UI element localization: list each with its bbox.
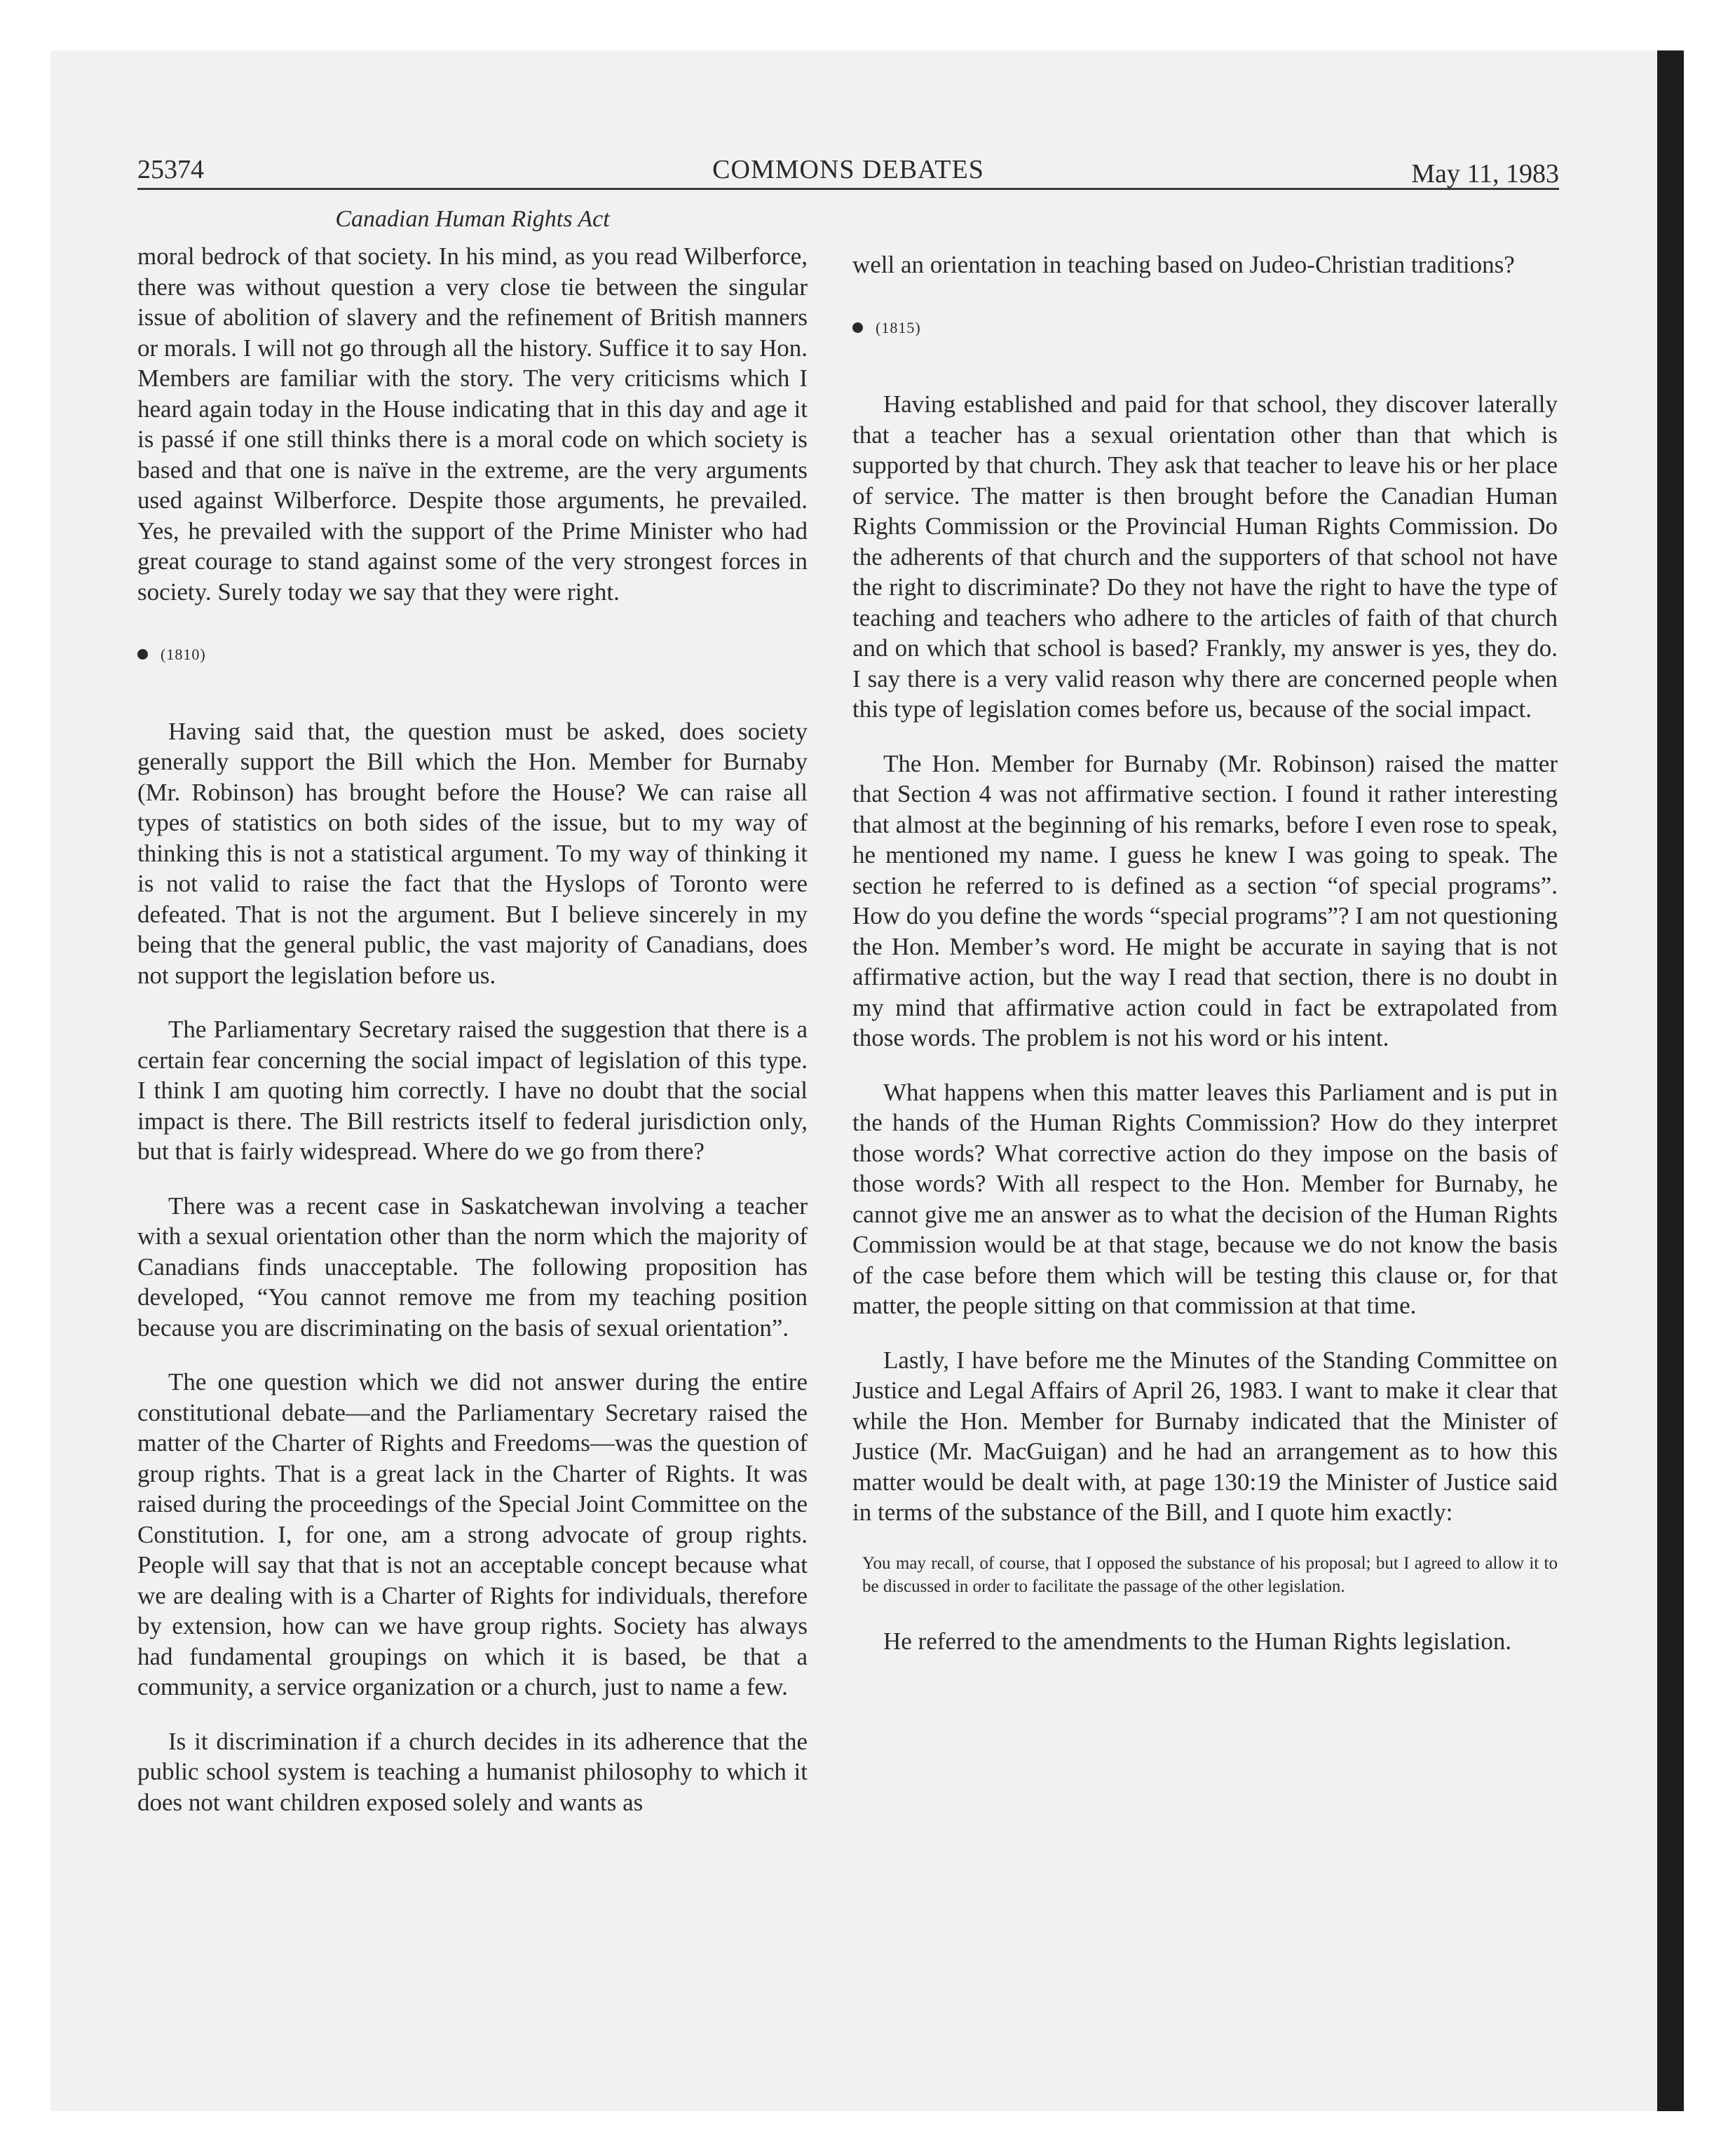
paragraph: Having said that, the question must be asked, does society generally support the Bill which the Hon. Member for Burnaby (Mr. Robinson) has brought before the House? We can raise all types of statistics on both sides of the issue, but to my way of thinking this is not a statistical argument. To my way of thinking it is not valid to raise the fact that the Hyslops of Toronto were defeated. That is not the argument. But I believe sincerely in my being that the general public, the vast majority of Canadians, does not support the legislation before us.: [137, 717, 808, 989]
time-marker: [137, 639, 808, 670]
time-marker-label: (1810): [161, 646, 206, 663]
paragraph: well an orientation in teaching based on Judeo-Christian traditions?: [852, 251, 1515, 278]
paragraph: moral bedrock of that society. In his mind, as you read Wilberforce, there was without question a very close tie between the singular issue of abolition of slavery and the refinement of British manners or morals. I will not go through all the history. Suffice it to say Hon. Members are familiar with the story. The very criticisms which I heard again today in the House indicating that in this day and age it is passé if one still thinks there is a moral code on which society is based and that one is naïve in the extreme, are the very arguments used against Wilberforce. Despite those arguments, he prevailed. Yes, he prevailed with the support of the Prime Minister who had great courage to stand against some of the very strongest forces in society. Surely today we say that they were right.: [137, 243, 808, 606]
paragraph: He referred to the amendments to the Human Rights legislation.: [883, 1627, 1512, 1655]
time-marker: [852, 313, 1558, 343]
bullet-icon: [137, 649, 148, 660]
section-subtitle: Canadian Human Rights Act: [335, 206, 610, 232]
paragraph: There was a recent case in Saskatchewan involving a teacher with a sexual orientation other than the norm which the majority of Canadians finds unacceptable. The following proposition has developed, “You cannot remove me from my teaching position because you are discriminating on the basis of sexual orientation”.: [137, 1192, 808, 1342]
left-column: [137, 241, 808, 1841]
paragraph: Is it discrimination if a church decides in its adherence that the public school system is teaching a humanist philosophy to which it does not want children exposed solely and wants as: [137, 1727, 808, 1816]
paragraph: What happens when this matter leaves this Parliament and is put in the hands of the Human Rights Commission? How do they interpret those words? What corrective action do they impose on the basis of those words? With all respect to the Hon. Member for Burnaby, he cannot give me an answer as to what the decision of the Human Rights Commission would be at that stage, because we do not know the basis of the case before them which will be testing this clause or, for that matter, the people sitting on that commission at that time.: [852, 1078, 1558, 1319]
paragraph: The Parliamentary Secretary raised the suggestion that there is a certain fear concerning the social impact of legislation of this type. I think I am quoting him correctly. I have no doubt that the social impact is there. The Bill restricts itself to federal jurisdiction only, but that is fairly widespread. Where do we go from there?: [137, 1016, 808, 1165]
publication-title: COMMONS DEBATES: [712, 155, 984, 184]
block-quote: You may recall, of course, that I opposed the substance of his proposal; but I agreed to allow it to be discussed in order to facilitate the passage of the other legislation.: [862, 1553, 1558, 1596]
header-rule: [137, 188, 1559, 190]
paragraph: Having established and paid for that school, they discover laterally that a teacher has a sexual orientation other than that which is supported by that church. They ask that teacher to leave his or her place of service. The matter is then brought before the Canadian Human Rights Commission or the Provincial Human Rights Commission. Do the adherents of that church and the supporters of that school not have the right to discriminate? Do they not have the right to have the type of teaching and teachers who adhere to the articles of faith of that church and on which that school is based? Frankly, my answer is yes, they do. I say there is a very valid reason why there are concerned people when this type of legislation comes before us, because of the social impact.: [852, 390, 1558, 723]
page-header: [137, 149, 1559, 191]
bullet-icon: [852, 322, 863, 333]
right-column: [852, 250, 1558, 1680]
paragraph: The Hon. Member for Burnaby (Mr. Robinson) raised the matter that Section 4 was not affirmative section. I found it rather interesting that almost at the beginning of his remarks, before I even rose to speak, he mentioned my name. I guess he knew I was going to speak. The section he referred to is defined as a section “of special programs”. How do you define the words “special programs”? I am not questioning the Hon. Member’s word. He might be accurate in saying that is not affirmative action, but the way I read that section, there is no doubt in my mind that affirmative action could in fact be extrapolated from those words. The problem is not his word or his intent.: [852, 749, 1558, 1051]
page-date: May 11, 1983: [1411, 159, 1559, 189]
paragraph: The one question which we did not answer during the entire constitutional debate—and the Parliamentary Secretary raised the matter of the Charter of Rights and Freedoms—was the question of group rights. That is a great lack in the Charter of Rights. It was raised during the proceedings of the Special Joint Committee on the Constitution. I, for one, am a strong advocate of group rights. People will say that that is not an acceptable concept because what we are dealing with is a Charter of Rights for individuals, therefore by extension, how can we have group rights. Society has always had fundamental groupings on which it is based, be that a community, a service organization or a church, just to name a few.: [137, 1368, 808, 1700]
page-number: 25374: [137, 155, 204, 184]
scan-edge-shadow: [1657, 50, 1684, 2111]
time-marker-label: (1815): [876, 318, 921, 336]
paragraph: Lastly, I have before me the Minutes of the Standing Committee on Justice and Legal Affairs of April 26, 1983. I want to make it clear that while the Hon. Member for Burnaby indicated that the Minister of Justice (Mr. MacGuigan) and he had an arrangement as to how this matter would be dealt with, at page 130:19 the Minister of Justice said in terms of the substance of the Bill, and I quote him exactly:: [852, 1346, 1558, 1526]
